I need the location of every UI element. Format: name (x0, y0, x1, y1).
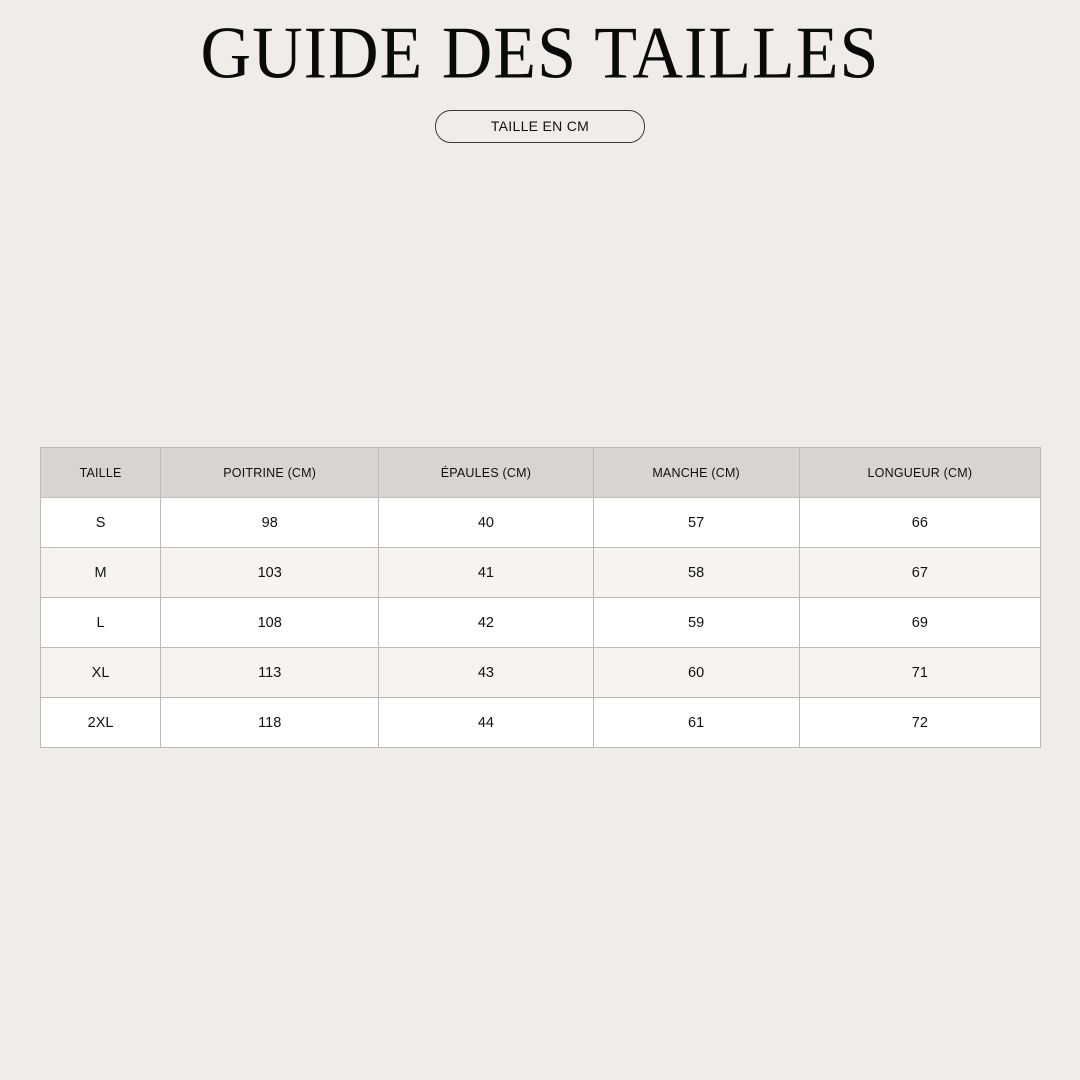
header-row (41, 448, 1041, 498)
header-cell-longueur: LONGUEUR (CM) (799, 448, 1040, 498)
table-cell: 59 (593, 598, 799, 648)
table-row (41, 648, 1041, 698)
table-cell: 113 (161, 648, 379, 698)
table-cell: 72 (799, 698, 1040, 748)
table-cell: 67 (799, 548, 1040, 598)
size-table (40, 447, 1041, 748)
table-cell: 2XL (41, 698, 161, 748)
table-cell: 58 (593, 548, 799, 598)
table-cell: 44 (379, 698, 593, 748)
table-row (41, 698, 1041, 748)
table-cell: 71 (799, 648, 1040, 698)
page-title: GUIDE DES TAILLES (200, 12, 880, 95)
table-cell: L (41, 598, 161, 648)
unit-badge: TAILLE EN CM (435, 110, 645, 143)
table-cell: 42 (379, 598, 593, 648)
table-cell: 98 (161, 498, 379, 548)
table-cell: XL (41, 648, 161, 698)
table-cell: 69 (799, 598, 1040, 648)
table-row (41, 498, 1041, 548)
table-cell: S (41, 498, 161, 548)
table-row (41, 548, 1041, 598)
table-row (41, 598, 1041, 648)
header-cell-poitrine: POITRINE (CM) (161, 448, 379, 498)
table-cell: 103 (161, 548, 379, 598)
table-cell: M (41, 548, 161, 598)
table-cell: 40 (379, 498, 593, 548)
table-cell: 66 (799, 498, 1040, 548)
table-cell: 108 (161, 598, 379, 648)
size-table-body (41, 498, 1041, 748)
table-cell: 61 (593, 698, 799, 748)
header-cell-taille: TAILLE (41, 448, 161, 498)
size-table-header (41, 448, 1041, 498)
table-cell: 41 (379, 548, 593, 598)
table-cell: 57 (593, 498, 799, 548)
table-cell: 43 (379, 648, 593, 698)
header-cell-epaules: ÉPAULES (CM) (379, 448, 593, 498)
table-cell: 60 (593, 648, 799, 698)
table-cell: 118 (161, 698, 379, 748)
header-cell-manche: MANCHE (CM) (593, 448, 799, 498)
